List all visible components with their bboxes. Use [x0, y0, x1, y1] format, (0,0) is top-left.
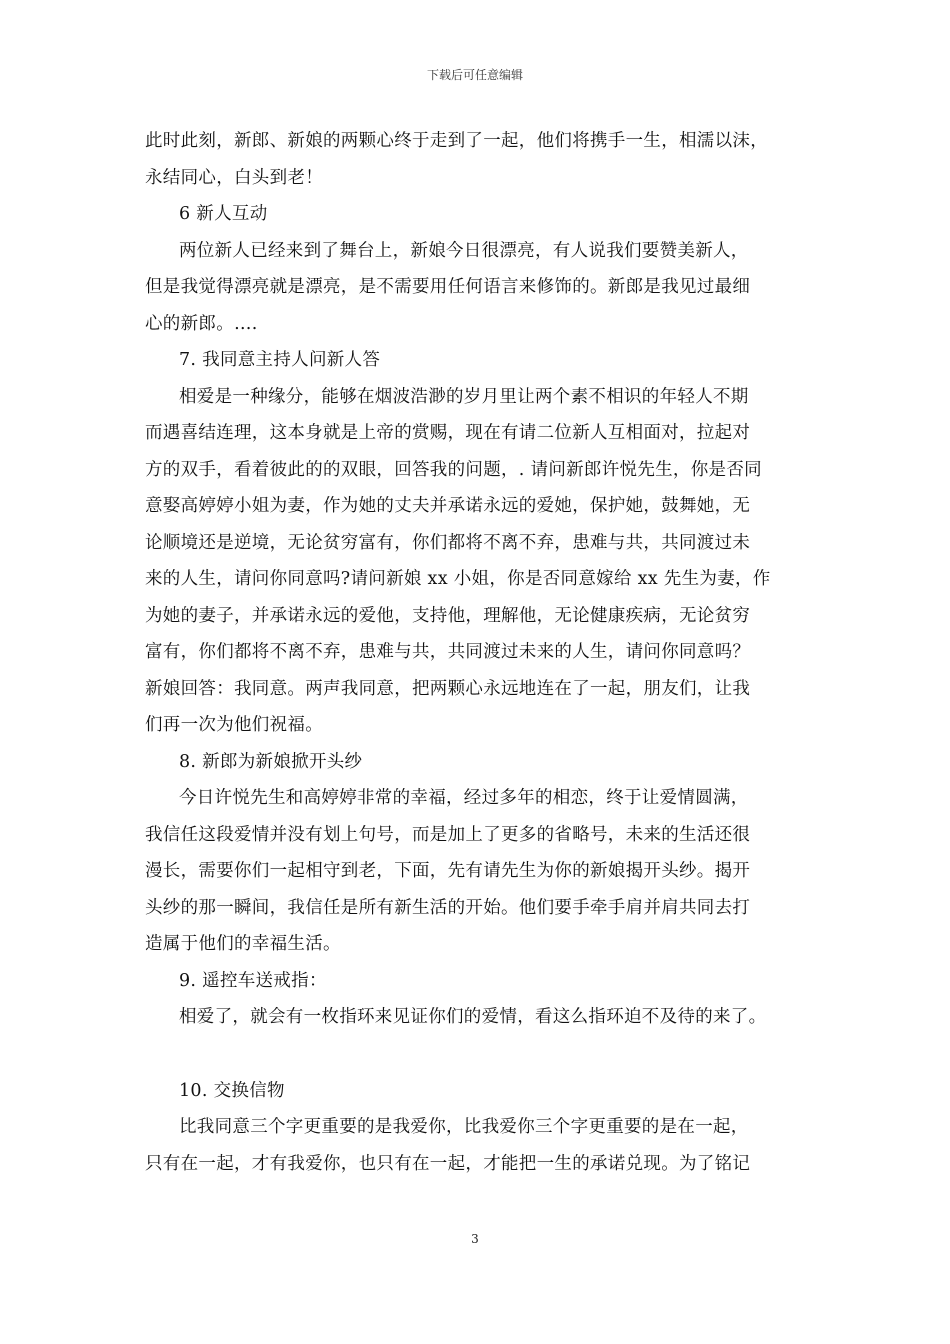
paragraph-line: 头纱的那一瞬间，我信任是所有新生活的开始。他们要手牵手肩并肩共同去打	[145, 897, 751, 918]
paragraph-line: 方的双手，看着彼此的的双眼，回答我的问题，. 请问新郎许悦先生，你是否同	[145, 459, 762, 480]
paragraph-line: 为她的妻子，并承诺永远的爱他，支持他，理解他，无论健康疾病，无论贫穷	[145, 605, 751, 626]
blank-line	[145, 1036, 825, 1073]
paragraph-line: 而遇喜结连理，这本身就是上帝的赏赐，现在有请二位新人互相面对，拉起对	[145, 423, 751, 443]
paragraph-line: 相爱是一种缘分，能够在烟波浩渺的岁月里让两个素不相识的年轻人不期	[179, 386, 749, 407]
paragraph-line: 永结同心，白头到老！	[145, 167, 323, 188]
paragraph-line: 两位新人已经来到了舞台上，新娘今日很漂亮，有人说我们要赞美新人，	[179, 240, 749, 261]
paragraph-line: 意娶高婷婷小姐为妻，作为她的丈夫并承诺永远的爱她，保护她，鼓舞她，无	[145, 496, 751, 516]
document-body	[145, 123, 825, 1182]
paragraph-line: 只有在一起，才有我爱你，也只有在一起，才能把一生的承诺兑现。为了铭记	[145, 1153, 751, 1174]
paragraph-line: 论顺境还是逆境，无论贫穷富有，你们都将不离不弃，患难与共，共同渡过未	[145, 532, 751, 553]
section-heading: 6 新人互动	[179, 204, 268, 224]
paragraph-line: 漫长，需要你们一起相守到老，下面，先有请先生为你的新娘揭开头纱。揭开	[145, 861, 751, 881]
paragraph-line: 新娘回答：我同意。两声我同意，把两颗心永远地连在了一起，朋友们，让我	[145, 678, 751, 699]
section-heading: 10. 交换信物	[179, 1080, 285, 1101]
paragraph-line: 但是我觉得漂亮就是漂亮，是不需要用任何语言来修饰的。新郎是我见过最细	[145, 277, 751, 297]
paragraph-line: 造属于他们的幸福生活。	[145, 934, 341, 954]
page-number: 3	[471, 1232, 479, 1246]
paragraph-line: 我信任这段爱情并没有划上句号，而是加上了更多的省略号，未来的生活还很	[145, 824, 751, 845]
section-heading: 9. 遥控车送戒指：	[179, 970, 327, 991]
paragraph-line: 比我同意三个字更重要的是我爱你，比我爱你三个字更重要的是在一起，	[179, 1117, 749, 1137]
page-header: 下载后可任意编辑	[426, 68, 523, 82]
paragraph-line: 心的新郎。….	[145, 313, 258, 334]
section-heading: 7. 我同意主持人问新人答	[179, 350, 381, 370]
paragraph-line: 们再一次为他们祝福。	[145, 715, 323, 735]
paragraph-line: 相爱了，就会有一枚指环来见证你们的爱情，看这么指环迫不及待的来了。	[179, 1007, 767, 1027]
paragraph-line: 今日许悦先生和高婷婷非常的幸福，经过多年的相恋，终于让爱情圆满，	[179, 788, 749, 808]
section-heading: 8. 新郎为新娘掀开头纱	[179, 751, 363, 772]
paragraph-line: 此时此刻，新郎、新娘的两颗心终于走到了一起，他们将携手一生，相濡以沫，	[145, 131, 768, 151]
paragraph-line: 来的人生，请问你同意吗?请问新娘 xx 小姐，你是否同意嫁给 xx 先生为妻，作	[145, 569, 771, 589]
paragraph-line: 富有，你们都将不离不弃，患难与共，共同渡过未来的人生，请问你同意吗？	[145, 642, 751, 662]
